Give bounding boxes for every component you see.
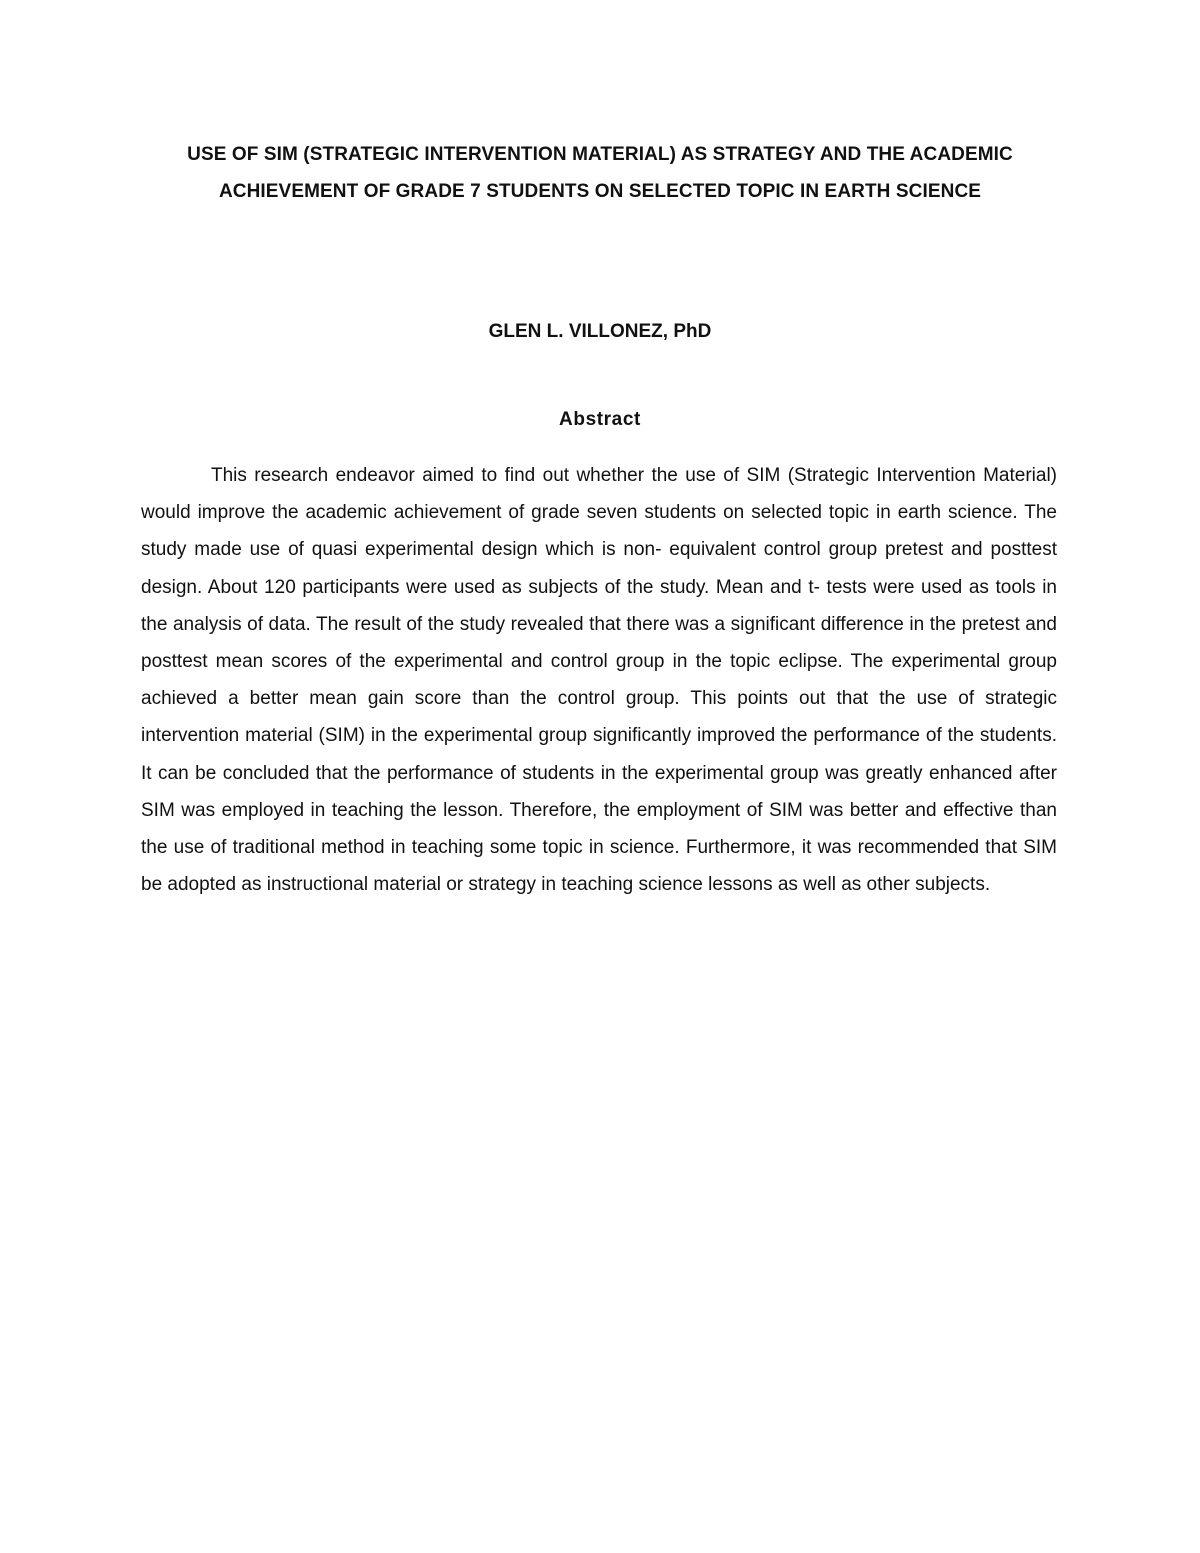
paper-title: USE OF SIM (STRATEGIC INTERVENTION MATERIAL) AS STRATEGY AND THE ACADEMIC ACHIEVEMENT OF GRADE 7 STUDENTS ON SELECTED TOPIC IN EARTH SCIENCE: [187, 144, 1013, 202]
abstract-heading: Abstract: [559, 409, 641, 430]
abstract-paragraph: This research endeavor aimed to find out whether the use of SIM (Strategic Intervention Material) would improve the academic achievement of grade seven students on selected topic in earth science. The study made use of quasi experimental design which is non- equivalent control group pretest and posttest design. About 120 participants were used as subjects of the study. Mean and t- tests were used as tools in the analysis of data. The result of the study revealed that there was a significant difference in the pretest and posttest mean scores of the experimental and control group in the topic eclipse. The experimental group achieved a better mean gain score than the control group. This points out that the use of strategic intervention material (SIM) in the experimental group significantly improved the performance of the students. It can be concluded that the performance of students in the experimental group was greatly enhanced after SIM was employed in teaching the lesson. Therefore, the employment of SIM was better and effective than the use of traditional method in teaching some topic in science. Furthermore, it was recommended that SIM be adopted as instructional material or strategy in teaching science lessons as well as other subjects.: [141, 465, 1057, 896]
author-name: GLEN L. VILLONEZ, PhD: [488, 321, 712, 342]
